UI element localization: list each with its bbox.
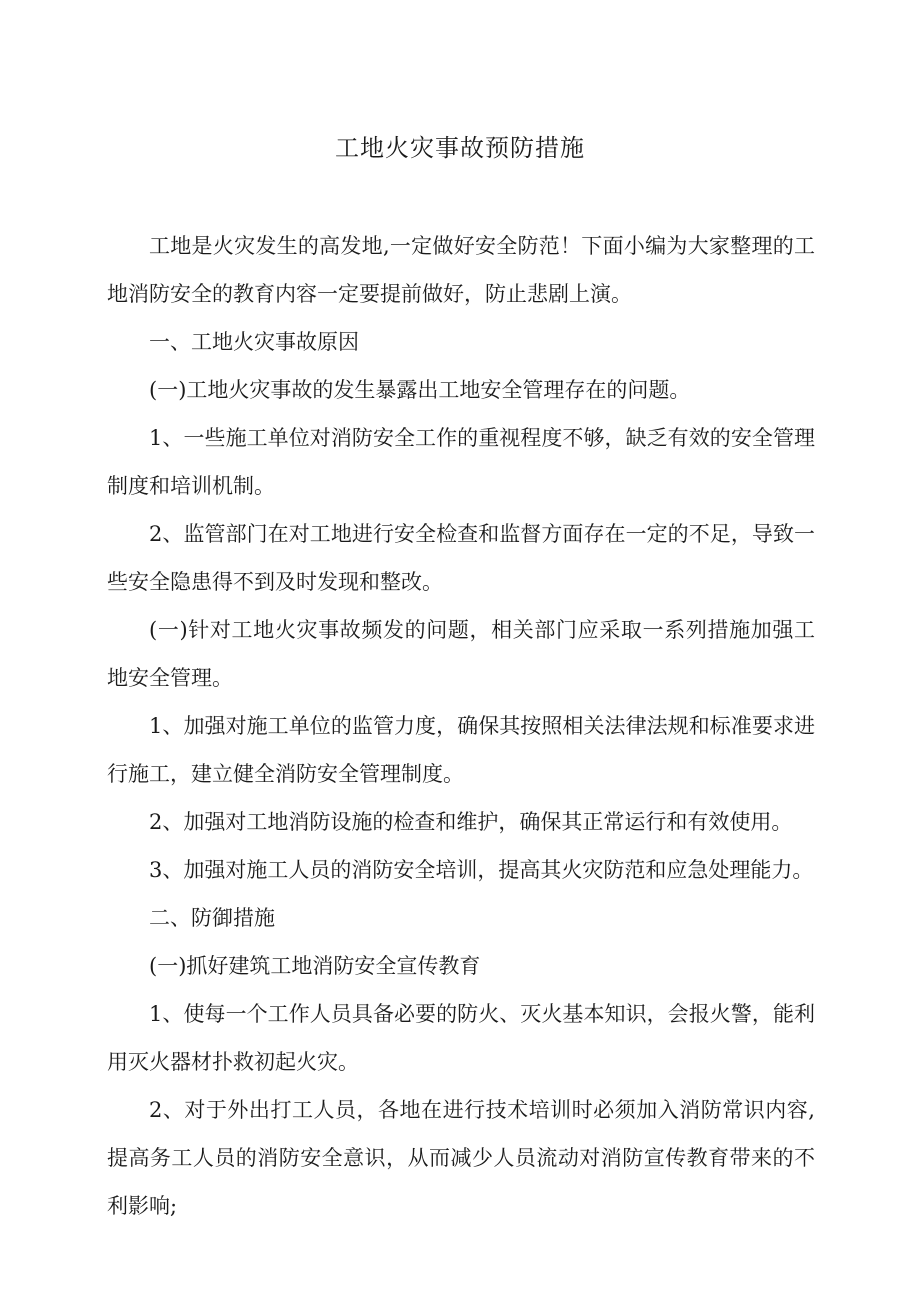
list-item: 2、监管部门在对工地进行安全检查和监督方面存在一定的不足，导致一些安全隐患得不到及时发现和整改。	[107, 522, 815, 594]
subsection-heading: (一)针对工地火灾事故频发的问题，相关部门应采取一系列措施加强工地安全管理。	[107, 618, 815, 690]
list-item: 2、加强对工地消防设施的检查和维护，确保其正常运行和有效使用。	[149, 810, 793, 834]
section-heading-defense: 二、防御措施	[149, 906, 275, 930]
subsection-heading: (一)工地火灾事故的发生暴露出工地安全管理存在的问题。	[149, 378, 691, 402]
subsection-heading: (一)抓好建筑工地消防安全宣传教育	[149, 954, 481, 978]
paragraph-intro: 工地是火灾发生的高发地,一定做好安全防范！下面小编为大家整理的工地消防安全的教育内容一定要提前做好，防止悲剧上演。	[107, 234, 815, 306]
list-item: 1、使每一个工作人员具备必要的防火、灭火基本知识，会报火警，能利用灭火器材扑救初起火灾。	[107, 1002, 815, 1074]
list-item: 1、加强对施工单位的监管力度，确保其按照相关法律法规和标准要求进行施工，建立健全消防安全管理制度。	[107, 714, 815, 786]
list-item: 1、一些施工单位对消防安全工作的重视程度不够，缺乏有效的安全管理制度和培训机制。	[107, 426, 815, 498]
document-title: 工地火灾事故预防措施	[335, 134, 585, 162]
section-heading-causes: 一、工地火灾事故原因	[149, 330, 359, 354]
document-body	[107, 222, 815, 1230]
list-item: 2、对于外出打工人员，各地在进行技术培训时必须加入消防常识内容,提高务工人员的消防安全意识，从而减少人员流动对消防宣传教育带来的不利影响;	[107, 1098, 815, 1218]
list-item: 3、加强对施工人员的消防安全培训，提高其火灾防范和应急处理能力。	[149, 858, 814, 882]
